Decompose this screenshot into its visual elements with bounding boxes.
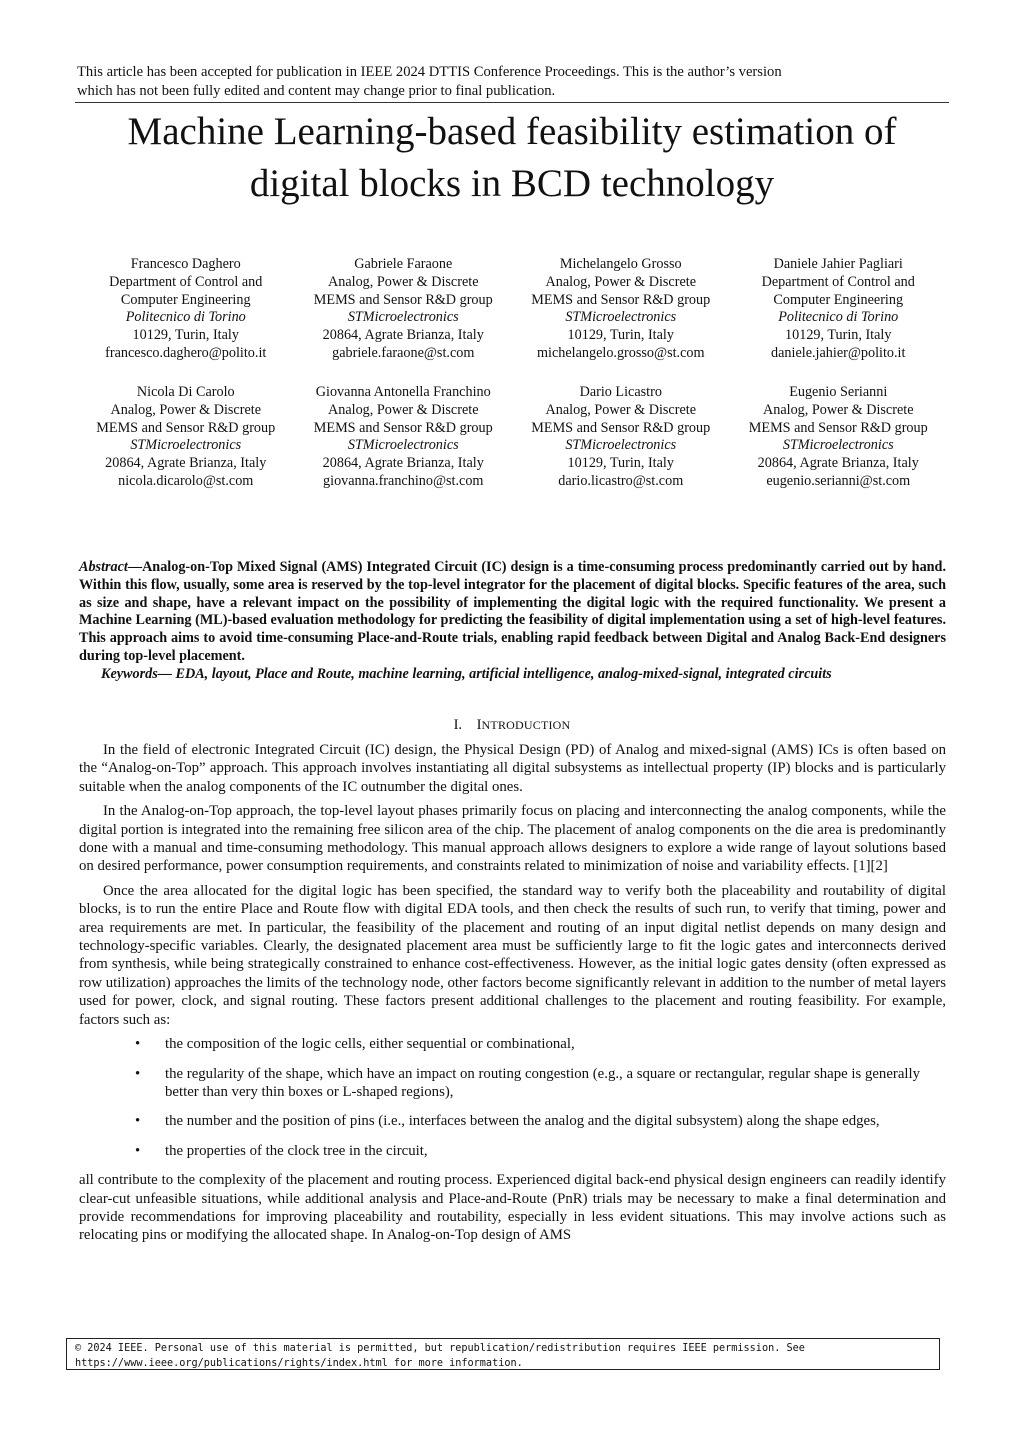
author-name: Michelangelo Grosso — [559, 256, 682, 272]
list-item — [79, 1142, 946, 1160]
author-name: Dario Licastro — [579, 384, 662, 400]
author-dept: Analog, Power & Discrete — [545, 273, 696, 290]
author-dept: Analog, Power & Discrete — [762, 401, 914, 418]
author-name: Nicola Di Carolo — [136, 384, 235, 400]
author-dept: Department of Control and — [109, 273, 263, 290]
author-org: STMicroelectronics — [347, 437, 459, 454]
author-location: 20864, Agrate Brianza, Italy — [322, 327, 484, 344]
author-name: Eugenio Serianni — [789, 384, 888, 400]
author-org: Politecnico di Torino — [778, 309, 899, 326]
section-number: I. — [453, 717, 463, 733]
author-dept: Analog, Power & Discrete — [110, 401, 261, 418]
list-item — [79, 1065, 946, 1102]
author-location: 10129, Turin, Italy — [567, 455, 674, 472]
list-item-text: the properties of the clock tree in the circuit, — [165, 1142, 428, 1159]
author-name: Giovanna Antonella Franchino — [315, 384, 491, 400]
author-block — [77, 384, 295, 491]
body-text — [79, 741, 946, 1251]
author-email: francesco.daghero@polito.it — [105, 344, 267, 361]
author-org: STMicroelectronics — [782, 437, 894, 454]
list-item — [79, 1112, 946, 1130]
title-line-1: Machine Learning-based feasibility estimation of — [127, 110, 897, 153]
list-item — [79, 1035, 946, 1053]
author-email: dario.licastro@st.com — [558, 472, 684, 489]
notice-line-1: This article has been accepted for publication in IEEE 2024 DTTIS Conference Proceedings. This is the author’s version — [77, 64, 782, 80]
author-row-1 — [77, 256, 947, 363]
author-dept: Computer Engineering — [773, 291, 904, 308]
bullet-icon: • — [135, 1142, 141, 1159]
author-block — [77, 256, 295, 363]
author-org: Politecnico di Torino — [125, 309, 246, 326]
section-title-initial: I — [476, 717, 482, 733]
bullet-list — [79, 1035, 946, 1160]
abstract — [79, 559, 946, 666]
abstract-lead: Abstract — [79, 559, 128, 575]
author-location: 10129, Turin, Italy — [785, 327, 892, 344]
author-dept: Department of Control and — [761, 273, 915, 290]
author-location: 10129, Turin, Italy — [567, 327, 674, 344]
author-dept: Computer Engineering — [120, 291, 251, 308]
author-block — [730, 384, 948, 491]
author-name: Francesco Daghero — [130, 256, 241, 272]
author-block — [295, 256, 513, 363]
author-block — [730, 256, 948, 363]
author-dept: Analog, Power & Discrete — [327, 401, 479, 418]
author-block — [295, 384, 513, 491]
author-email: giovanna.franchino@st.com — [323, 472, 484, 489]
author-dept: MEMS and Sensor R&D group — [313, 291, 493, 308]
author-dept: Analog, Power & Discrete — [545, 401, 696, 418]
author-dept: MEMS and Sensor R&D group — [531, 291, 711, 308]
author-name: Gabriele Faraone — [354, 256, 453, 272]
section-heading — [77, 716, 947, 734]
abstract-text: —Analog-on-Top Mixed Signal (AMS) Integrated Circuit (IC) design is a time-consuming process predominantly carried out by hand. Within this flow, usually, some area is reserved by the top-level integrator for the placement of digital blocks. Specific features of the area, such as size and shape, have a relevant impact on the possibility of implementing the digital logic with the required functionality. We present a Machine Learning (ML)-based evaluation methodology for predicting the feasibility of digital implementation using a set of high-level features. This approach aims to avoid time-consuming Place-and-Route trials, enabling rapid feedback between Digital and Analog Back-End designers during top-level placement. — [79, 559, 946, 664]
author-location: 10129, Turin, Italy — [132, 327, 239, 344]
paragraph: all contribute to the complexity of the placement and routing process. Experienced digital back-end physical design engineers can readily identify clear-cut unfeasible situations, while additional analysis and Place-and-Route (PnR) trials may be necessary to make a final determination and provide recommendations for improving placeability and routability, especially in less evident situations. This may involve actions such as relocating pins or modifying the allocated shape. In Analog-on-Top design of AMS — [79, 1172, 946, 1244]
notice-line-2: which has not been fully edited and content may change prior to final publication. — [77, 83, 556, 99]
section-title-rest: NTRODUCTION — [481, 718, 571, 732]
bullet-icon: • — [135, 1036, 141, 1053]
author-org: STMicroelectronics — [130, 437, 242, 454]
author-block — [512, 384, 730, 491]
author-org: STMicroelectronics — [565, 437, 677, 454]
title-line-2: digital blocks in BCD technology — [249, 162, 775, 205]
author-row-2 — [77, 384, 947, 491]
copyright-box — [66, 1338, 940, 1370]
author-org: STMicroelectronics — [347, 309, 459, 326]
author-email: nicola.dicarolo@st.com — [118, 472, 254, 489]
publication-notice — [77, 63, 947, 101]
author-block — [512, 256, 730, 363]
keywords: Keywords— EDA, layout, Place and Route, machine learning, artificial intelligence, analog-mixed-signal, integrated circuits — [101, 666, 832, 682]
author-dept: MEMS and Sensor R&D group — [531, 419, 711, 436]
list-item-text: the composition of the logic cells, either sequential or combinational, — [165, 1036, 575, 1053]
copyright-line-1: © 2024 IEEE. Personal use of this material is permitted, but republication/redistribution requires IEEE permission. See — [75, 1343, 805, 1354]
author-name: Daniele Jahier Pagliari — [773, 256, 903, 272]
author-dept: MEMS and Sensor R&D group — [748, 419, 928, 436]
list-item-text: the regularity of the shape, which have an impact on routing congestion (e.g., a square or rectangular, regular shape is generally better than very thin boxes or L-shaped regions), — [165, 1065, 921, 1100]
bullet-icon: • — [135, 1065, 141, 1082]
header-divider — [75, 102, 949, 103]
paragraph: In the Analog-on-Top approach, the top-level layout phases primarily focus on placing and interconnecting the analog components, while the digital portion is integrated into the remaining free silicon area of the chip. The placement of analog components on the die area is predominantly done with a manual and time-consuming methodology. This manual approach allows designers to explore a wide range of layout solutions based on desired performance, power consumption requirements, and constraints related to minimization of noise and variability effects. [1][2] — [79, 803, 946, 875]
author-org: STMicroelectronics — [565, 309, 677, 326]
author-location: 20864, Agrate Brianza, Italy — [757, 455, 919, 472]
paper-title — [60, 106, 964, 210]
author-email: gabriele.faraone@st.com — [332, 344, 475, 361]
list-item-text: the number and the position of pins (i.e., interfaces between the analog and the digital subsystem) along the shape edges, — [165, 1113, 880, 1130]
author-location: 20864, Agrate Brianza, Italy — [322, 455, 484, 472]
author-dept: MEMS and Sensor R&D group — [313, 419, 493, 436]
author-dept: MEMS and Sensor R&D group — [96, 419, 276, 436]
paragraph: Once the area allocated for the digital logic has been specified, the standard way to verify both the placeability and routability of digital blocks, is to run the entire Place and Route flow with digital EDA tools, and then check the results of such run, to verify that timing, power and area requirements are met. In particular, the feasibility of the placement and routing of an input digital netlist depends on many design and technology-specific variables. Clearly, the designated placement area must be sufficiently large to fit the logic gates and interconnects derived from synthesis, while being strategically constrained to enhance cost-effectiveness. However, as the initial logic gates density (often expressed as row utilization) approaches the limits of the technology node, other factors become significantly relevant in addition to the number of metal layers used for power, clock, and signal routing. These factors present additional challenges to the placement and routing feasibility. For example, factors such as: — [79, 882, 946, 1028]
author-location: 20864, Agrate Brianza, Italy — [105, 455, 267, 472]
author-email: michelangelo.grosso@st.com — [536, 344, 705, 361]
bullet-icon: • — [135, 1113, 141, 1130]
copyright-line-2: https://www.ieee.org/publications/rights/index.html for more information. — [75, 1358, 523, 1369]
author-email: eugenio.serianni@st.com — [766, 472, 911, 489]
author-dept: Analog, Power & Discrete — [327, 273, 479, 290]
paragraph: In the field of electronic Integrated Circuit (IC) design, the Physical Design (PD) of Analog and mixed-signal (AMS) ICs is often based on the “Analog-on-Top” approach. This approach involves instantiating all digital subsystems as intellectual property (IP) blocks and is particularly suitable when the analog components of the IC outnumber the digital ones. — [79, 742, 946, 795]
author-email: daniele.jahier@polito.it — [771, 344, 906, 361]
